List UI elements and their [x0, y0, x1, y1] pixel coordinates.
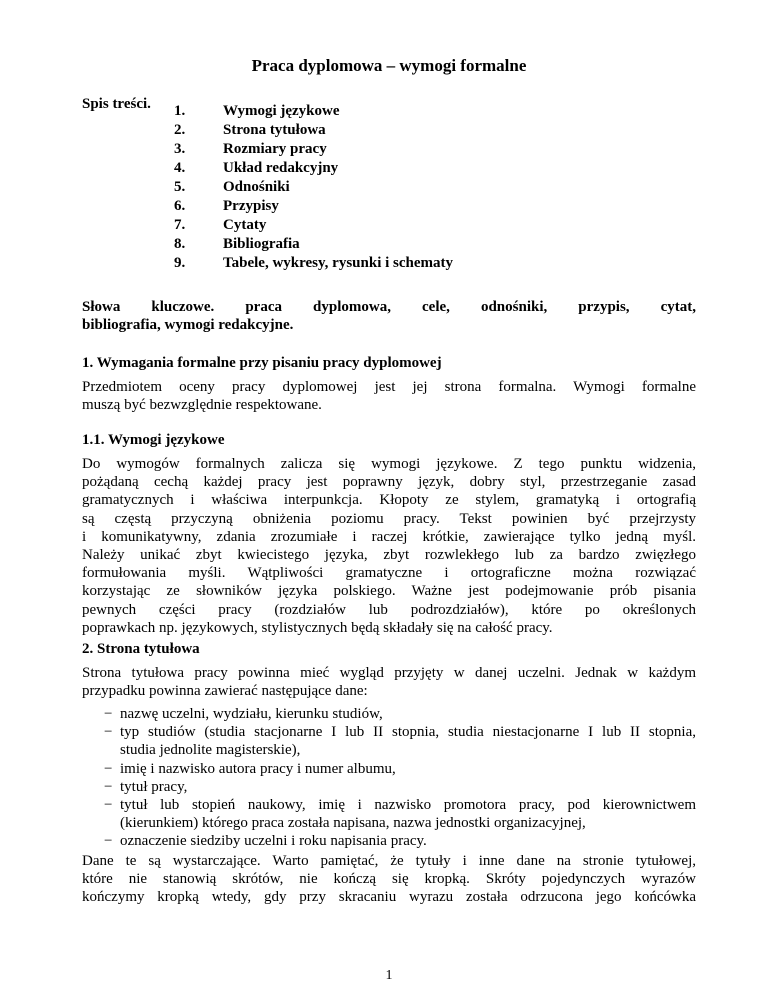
paragraph-line: Dane te są wystarczające. Warto pamiętać, że tytuły i inne dane na stronie tytułowej, — [82, 853, 696, 869]
paragraph-line: korzystając ze słowników języka polskiego. Ważne jest podejmowanie prób pisania — [82, 583, 696, 600]
list-item-text: tytuł pracy, — [120, 778, 188, 795]
paragraph-line: poprawkach np. językowych, stylistycznych będą składały się na całość pracy. — [82, 619, 553, 636]
list-item — [82, 778, 696, 796]
toc-item-text: Cytaty — [223, 217, 267, 233]
title-page-requirements-list — [82, 705, 696, 851]
list-item-text: studia jednolite magisterskie), — [120, 742, 301, 759]
list-item — [82, 760, 696, 778]
toc-item-text: Wymogi językowe — [223, 103, 340, 119]
page-number: 1 — [385, 968, 393, 983]
bullet-dash-icon: − — [104, 760, 113, 777]
toc-item-number: 4. — [174, 160, 186, 176]
bullet-dash-icon: − — [104, 778, 113, 795]
document-title: Praca dyplomowa – wymogi formalne — [251, 56, 527, 75]
list-item-text: nazwę uczelni, wydziału, kierunku studiów, — [120, 706, 383, 722]
paragraph-line: Do wymogów formalnych zalicza się wymogi językowe. Z tego punktu widzenia, — [82, 456, 696, 472]
keywords — [82, 298, 696, 334]
toc-item-text: Odnośniki — [223, 179, 290, 195]
section-2-intro — [82, 664, 696, 700]
toc-item-number: 8. — [174, 236, 186, 252]
paragraph-line: Należy unikać zbyt kwiecistego języka, zbyt rozwlekłego lub za bardzo zwięzłego — [82, 546, 696, 563]
section-1-1-paragraph — [82, 455, 696, 637]
section-2-heading: 2. Strona tytułowa — [82, 641, 200, 657]
list-item-text: oznaczenie siedziby uczelni i roku napisania pracy. — [120, 833, 427, 850]
list-item-text: (kierunkiem) którego praca została napisana, nazwa jednostki organizacyjnej, — [120, 815, 586, 832]
bullet-dash-icon: − — [104, 724, 113, 741]
section-2-paragraph — [82, 852, 696, 907]
paragraph-line: Strona tytułowa pracy powinna mieć wygląd przyjęty w danej uczelni. Jednak w każdym — [82, 665, 696, 681]
section-1-paragraph — [82, 378, 696, 414]
toc-item-number: 6. — [174, 198, 186, 214]
toc-item-text: Przypisy — [223, 198, 279, 214]
toc-label: Spis treści. — [82, 96, 151, 112]
list-item — [82, 832, 696, 850]
toc-item-number: 2. — [174, 122, 186, 138]
paragraph-line: pewnych części pracy (rozdziałów lub podrozdziałów), które po określonych — [82, 601, 696, 618]
toc-item-number: 5. — [174, 179, 186, 195]
paragraph-line: pożądaną cechą każdej pracy jest poprawny język, dobry styl, przestrzeganie zasad — [82, 474, 696, 491]
toc-item-number: 3. — [174, 141, 186, 157]
paragraph-line: są częstą przyczyną obniżenia poziomu pracy. Tekst powinien być przejrzysty — [82, 510, 696, 527]
bullet-dash-icon: − — [104, 833, 113, 850]
keywords-line: Słowa kluczowe. praca dyplomowa, cele, odnośniki, przypis, cytat, — [82, 299, 696, 315]
section-1-heading: 1. Wymagania formalne przy pisaniu pracy dyplomowej — [82, 355, 442, 371]
toc-item-number: 9. — [174, 255, 186, 271]
paragraph-line: które nie stanowią skrótów, nie kończą się kropką. Skróty pojedynczych wyrazów — [82, 871, 696, 888]
document-page — [82, 0, 696, 994]
toc-item-number: 7. — [174, 217, 186, 233]
bullet-dash-icon: − — [104, 706, 113, 722]
paragraph-line: formułowania myśli. Wątpliwości gramatyczne i ortograficzne można rozwiązać — [82, 565, 696, 582]
paragraph-line: gramatycznych i właściwa interpunkcja. Kłopoty ze stylem, gramatyką i ortografią — [82, 492, 696, 509]
toc-item-text: Strona tytułowa — [223, 122, 326, 138]
paragraph-line: Przedmiotem oceny pracy dyplomowej jest jej strona formalna. Wymogi formalne — [82, 379, 696, 395]
paragraph-line: kończymy kropką wtedy, gdy przy skracaniu wyrazu została odrzucona jego końcówka — [82, 889, 696, 906]
keywords-line: bibliografia, wymogi redakcyjne. — [82, 317, 294, 334]
list-item-text: typ studiów (studia stacjonarne I lub II stopnia, studia niestacjonarne I lub II stopnia, — [120, 724, 696, 741]
bullet-dash-icon: − — [104, 796, 113, 813]
list-item-text: tytuł lub stopień naukowy, imię i nazwisko promotora pracy, pod kierownictwem — [120, 796, 696, 813]
toc-item-text: Bibliografia — [223, 236, 300, 252]
toc-item-text: Tabele, wykresy, rysunki i schematy — [223, 255, 454, 271]
list-item — [82, 723, 696, 759]
paragraph-line: muszą być bezwzględnie respektowane. — [82, 397, 322, 414]
toc-item-number: 1. — [174, 103, 186, 119]
list-item — [82, 705, 696, 723]
paragraph-line: przypadku powinna zawierać następujące dane: — [82, 683, 368, 700]
list-item-text: imię i nazwisko autora pracy i numer albumu, — [120, 760, 396, 777]
list-item — [82, 796, 696, 832]
section-1-1-heading: 1.1. Wymogi językowe — [82, 432, 225, 448]
paragraph-line: i komunikatywny, zdania zrozumiałe i raczej krótkie, zawierające tylko jedną myśl. — [82, 528, 696, 545]
toc-item-text: Rozmiary pracy — [223, 141, 327, 157]
toc-item-text: Układ redakcyjny — [223, 160, 339, 176]
